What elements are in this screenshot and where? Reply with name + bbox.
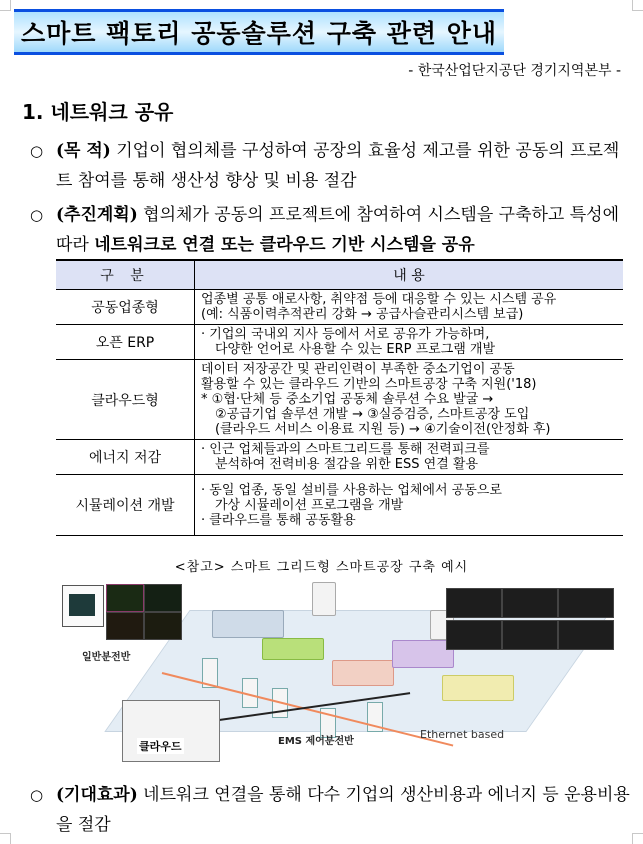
circle-bullet-icon: ○ <box>30 786 44 804</box>
factory-machine <box>262 638 324 660</box>
bullet-purpose <box>30 136 630 196</box>
row-category: 클라우드형 <box>56 360 195 440</box>
content-line: · 인근 업체들과의 스마트그리드를 통해 전력피크를 <box>201 442 490 457</box>
dashboard-screen-thumb <box>446 620 502 650</box>
column-header-category: 구 분 <box>56 260 195 290</box>
content-line: 가상 시뮬레이션 프로그램을 개발 <box>215 497 404 513</box>
dashboard-screen-thumb <box>558 588 614 618</box>
table-row <box>56 440 623 475</box>
label-ems-panel: EMS 제어분전반 <box>278 736 354 747</box>
bullet-tag: (기대효과) <box>56 785 138 805</box>
table-row <box>56 325 623 360</box>
circle-bullet-icon: ○ <box>30 142 44 160</box>
row-content <box>195 360 624 440</box>
content-line: · 동일 업종, 동일 설비를 사용하는 업체에서 공동으로 <box>201 482 502 498</box>
content-line: 데이터 저장공간 및 관리인력이 부족한 중소기업이 공동 <box>201 362 515 377</box>
page-title: 스마트 팩토리 공동솔루션 구축 관련 안내 <box>20 19 498 48</box>
column-header-content: 내 용 <box>195 260 624 290</box>
network-sharing-table <box>56 259 623 536</box>
content-line: 다양한 언어로 사용할 수 있는 ERP 프로그램 개발 <box>215 342 496 357</box>
table-row <box>56 475 623 536</box>
bullet-plan <box>30 200 630 260</box>
factory-machine <box>212 610 284 638</box>
table-header-row <box>56 260 623 290</box>
monitor-screen-thumb <box>106 612 144 640</box>
factory-device <box>312 582 336 616</box>
bullet-expected-effect <box>30 780 630 840</box>
label-ethernet: Ethernet based <box>420 728 505 741</box>
bullet-text: 기업이 협의체를 구성하여 공장의 효율성 제고를 위한 공동의 프로젝트 참여를 통해 생산성 향상 및 비용 절감 <box>56 141 620 191</box>
content-line: 업종별 공통 애로사항, 취약점 등에 대응할 수 있는 시스템 공유 <box>201 292 557 307</box>
page-corner-mark <box>0 833 11 844</box>
bullet-text: 협의체가 공동의 프로젝트에 참여하여 시스템을 구축하고 특성에 따라 <box>56 205 620 255</box>
dashboard-screen-thumb <box>446 588 502 618</box>
content-line: · 기업의 국내외 지사 등에서 서로 공유가 가능하며, <box>201 327 490 342</box>
bullet-emphasis: 네트워크로 연결 또는 클라우드 기반 시스템을 공유 <box>94 235 475 255</box>
content-line: · 클라우드를 통해 공동활용 <box>201 512 356 528</box>
row-content <box>195 290 624 325</box>
subtitle-organization: - 한국산업단지공단 경기지역본부 - <box>408 63 621 79</box>
figure-caption: <참고> 스마트 그리드형 스마트공장 구축 예시 <box>174 560 469 575</box>
power-meter-device-image <box>62 585 104 627</box>
circle-bullet-icon: ○ <box>30 206 44 224</box>
content-line: 분석하여 전력비용 절감을 위한 ESS 연결 활용 <box>215 457 478 472</box>
label-cloud: 클라우드 <box>139 740 182 753</box>
content-line: (클라우드 서비스 이용료 지원 등) → ④기술이전(안정화 후) <box>215 422 551 437</box>
monitor-screen-thumb <box>106 584 144 612</box>
dashboard-screen-thumb <box>502 588 558 618</box>
smart-grid-factory-diagram <box>62 580 632 760</box>
label-general-panel: 일반분전반 <box>82 652 131 663</box>
bullet-text: 네트워크 연결을 통해 다수 기업의 생산비용과 에너지 등 운용비용을 절감 <box>56 785 630 835</box>
row-category: 공동업종형 <box>56 290 195 325</box>
row-category: 에너지 저감 <box>56 440 195 475</box>
row-content <box>195 475 624 536</box>
bullet-tag: (목 적) <box>56 141 111 161</box>
content-line: * ①협·단체 등 중소기업 공동체 솔루션 수요 발굴 → <box>201 392 494 407</box>
row-category: 시뮬레이션 개발 <box>56 475 195 536</box>
bullet-tag: (추진계획) <box>56 205 138 225</box>
monitor-screen-thumb <box>144 584 182 612</box>
factory-machine <box>442 675 514 701</box>
factory-machine <box>332 660 394 686</box>
table-row <box>56 290 623 325</box>
row-content <box>195 440 624 475</box>
section-heading: 1. 네트워크 공유 <box>22 100 174 124</box>
title-banner <box>14 9 504 55</box>
dashboard-screen-thumb <box>502 620 558 650</box>
monitor-screen-thumb <box>144 612 182 640</box>
page-corner-mark <box>632 0 643 11</box>
dashboard-screen-thumb <box>558 620 614 650</box>
row-category: 오픈 ERP <box>56 325 195 360</box>
content-line: ②공급기업 솔루션 개발 → ③실증검증, 스마트공장 도입 <box>215 407 530 422</box>
page-corner-mark <box>632 833 643 844</box>
row-content <box>195 325 624 360</box>
content-line: 활용할 수 있는 클라우드 기반의 스마트공장 구축 지원('18) <box>201 377 537 392</box>
factory-machine <box>392 640 454 668</box>
page-corner-mark <box>0 0 11 11</box>
content-line: (예: 식품이력추적관리 강화 → 공급사슬관리시스템 보급) <box>201 307 524 322</box>
table-row <box>56 360 623 440</box>
